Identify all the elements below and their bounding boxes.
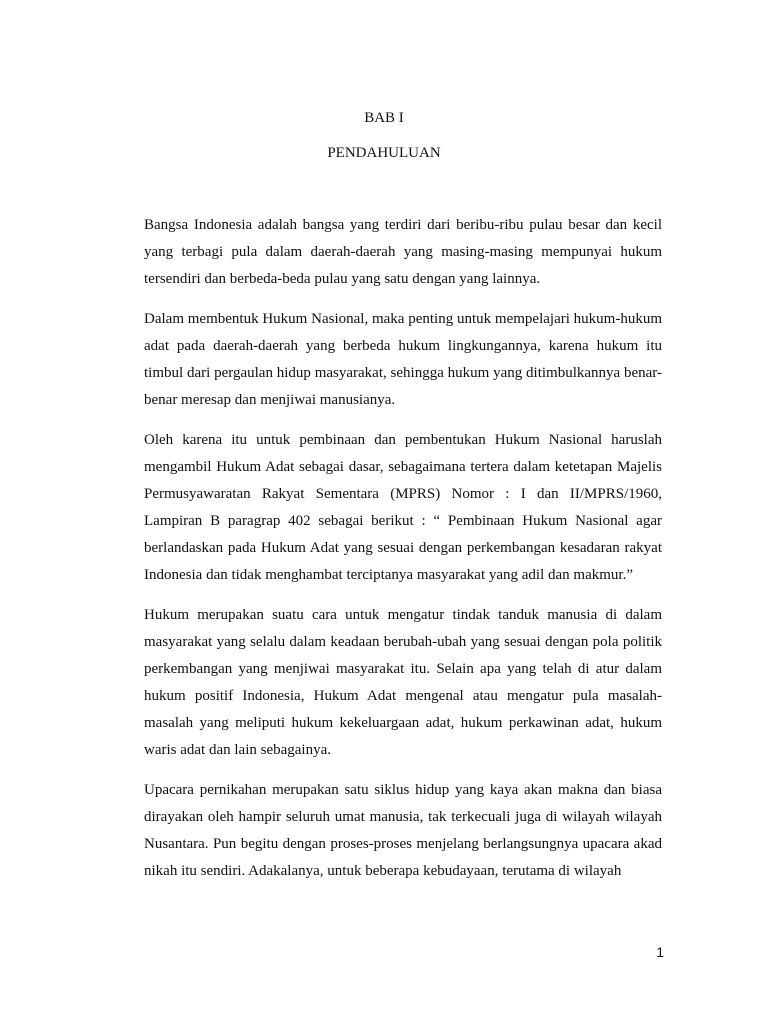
paragraph: Upacara pernikahan merupakan satu siklus hidup yang kaya akan makna dan biasa dirayakan oleh hampir seluruh umat manusia, tak terkecuali juga di wilayah wilayah Nusantara. Pun begitu dengan proses-proses menjelang berlangsungnya upacara akad nikah itu sendiri. Adakalanya, untuk beberapa kebudayaan, terutama di wilayah — [144, 782, 662, 879]
page-number: 1 — [656, 944, 664, 960]
paragraph: Hukum merupakan suatu cara untuk mengatur tindak tanduk manusia di dalam masyarakat yang selalu dalam keadaan berubah-ubah yang sesuai dengan pola politik perkembangan yang menjiwai masyarakat itu. Selain apa yang telah di atur dalam hukum positif Indonesia, Hukum Adat mengenal atau mengatur pula masalah-masalah yang meliputi hukum kekeluargaan adat, hukum perkawinan adat, hukum waris adat dan lain sebagainya. — [144, 607, 662, 758]
paragraph: Oleh karena itu untuk pembinaan dan pembentukan Hukum Nasional haruslah mengambil Hukum Adat sebagai dasar, sebagaimana tertera dalam ketetapan Majelis Permusyawaratan Rakyat Sementara (MPRS) Nomor : I dan II/MPRS/1960, Lampiran B paragrap 402 sebagai berikut : “ Pembinaan Hukum Nasional agar berlandaskan pada Hukum Adat yang sesuai dengan perkembangan kesadaran rakyat Indonesia dan tidak menghambat terciptanya masyarakat yang adil dan makmur.” — [144, 432, 662, 583]
chapter-title: PENDAHULUAN — [327, 145, 441, 161]
chapter-heading: BAB I — [364, 110, 404, 126]
paragraph: Dalam membentuk Hukum Nasional, maka penting untuk mempelajari hukum-hukum adat pada daerah-daerah yang berbeda hukum lingkungannya, karena hukum itu timbul dari pergaulan hidup masyarakat, sehingga hukum yang ditimbulkannya benar-benar meresap dan menjiwai manusianya. — [144, 311, 662, 408]
paragraph: Bangsa Indonesia adalah bangsa yang terdiri dari beribu-ribu pulau besar dan kecil yang terbagi pula dalam daerah-daerah yang masing-masing mempunyai hukum tersendiri dan berbeda-beda pulau yang satu dengan yang lainnya. — [144, 217, 662, 287]
body-text — [144, 212, 662, 898]
